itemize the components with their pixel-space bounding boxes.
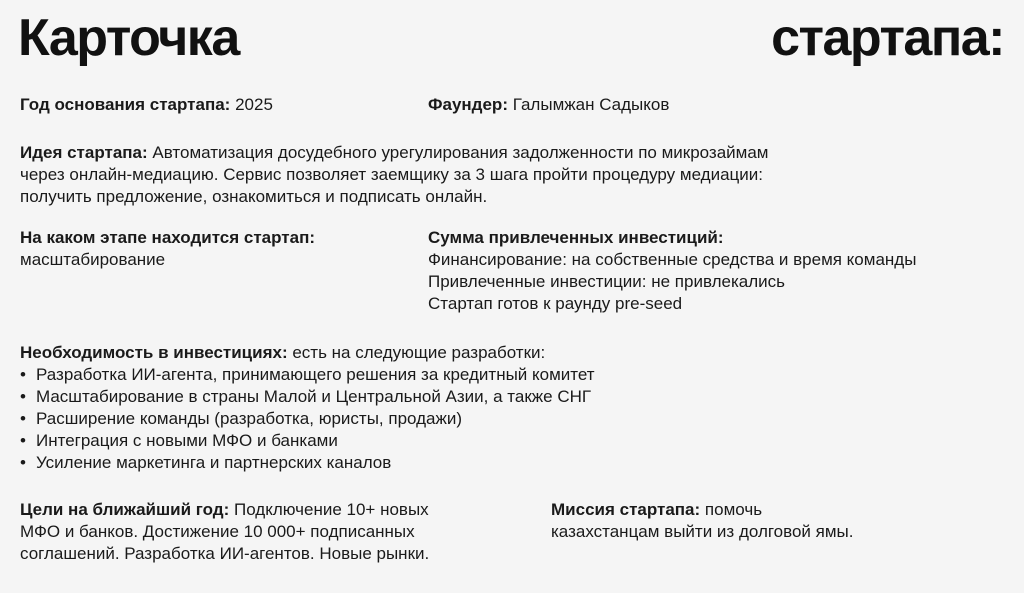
list-item: • Усиление маркетинга и партнерских каналов: [20, 452, 595, 474]
founded-label: Год основания стартапа:: [20, 95, 231, 114]
stage-value: масштабирование: [20, 250, 166, 269]
goals-block: [20, 499, 429, 565]
mission-label: Миссия стартапа:: [551, 500, 701, 519]
idea-line-1: Автоматизация досудебного урегулирования задолженности по микрозаймам: [152, 143, 769, 162]
goals-line-1: Подключение 10+ новых: [234, 500, 429, 519]
needs-intro: есть на следующие разработки:: [292, 343, 546, 362]
goals-line-3: соглашений. Разработка ИИ-агентов. Новые рынки.: [20, 544, 430, 563]
idea-line-3: получить предложение, ознакомиться и подписать онлайн.: [20, 187, 488, 206]
founded-block: [20, 94, 273, 116]
goals-label: Цели на ближайший год:: [20, 500, 230, 519]
investments-line-1: Финансирование: на собственные средства и время команды: [428, 250, 917, 269]
page-title-right: стартапа:: [771, 9, 1004, 67]
needs-list: [20, 364, 595, 474]
needs-label: Необходимость в инвестициях:: [20, 343, 288, 362]
investments-label: Сумма привлеченных инвестиций:: [428, 228, 724, 247]
founded-value: 2025: [235, 95, 273, 114]
investments-line-3: Стартап готов к раунду pre-seed: [428, 294, 683, 313]
founder-block: [428, 94, 669, 116]
mission-line-2: казахстанцам выйти из долговой ямы.: [551, 522, 854, 541]
investments-line-2: Привлеченные инвестиции: не привлекались: [428, 272, 786, 291]
investments-block: [428, 227, 916, 315]
stage-label: На каком этапе находится стартап:: [20, 228, 316, 247]
mission-block: [551, 499, 854, 543]
goals-line-2: МФО и банков. Достижение 10 000+ подписанных: [20, 522, 415, 541]
idea-block: [20, 142, 1000, 208]
needs-block: [20, 342, 595, 474]
mission-line-1: помочь: [704, 500, 763, 519]
list-item: • Масштабирование в страны Малой и Центральной Азии, а также СНГ: [20, 386, 595, 408]
page-title-left: Карточка: [18, 9, 239, 67]
list-item: • Расширение команды (разработка, юристы, продажи): [20, 408, 595, 430]
list-item: • Разработка ИИ-агента, принимающего решения за кредитный комитет: [20, 364, 595, 386]
founder-value: Галымжан Садыков: [512, 95, 670, 114]
idea-line-2: через онлайн-медиацию. Сервис позволяет заемщику за 3 шага пройти процедуру медиации:: [20, 165, 763, 184]
idea-label: Идея стартапа:: [20, 143, 148, 162]
founder-label: Фаундер:: [428, 95, 508, 114]
list-item: • Интеграция с новыми МФО и банками: [20, 430, 595, 452]
stage-block: [20, 227, 315, 271]
